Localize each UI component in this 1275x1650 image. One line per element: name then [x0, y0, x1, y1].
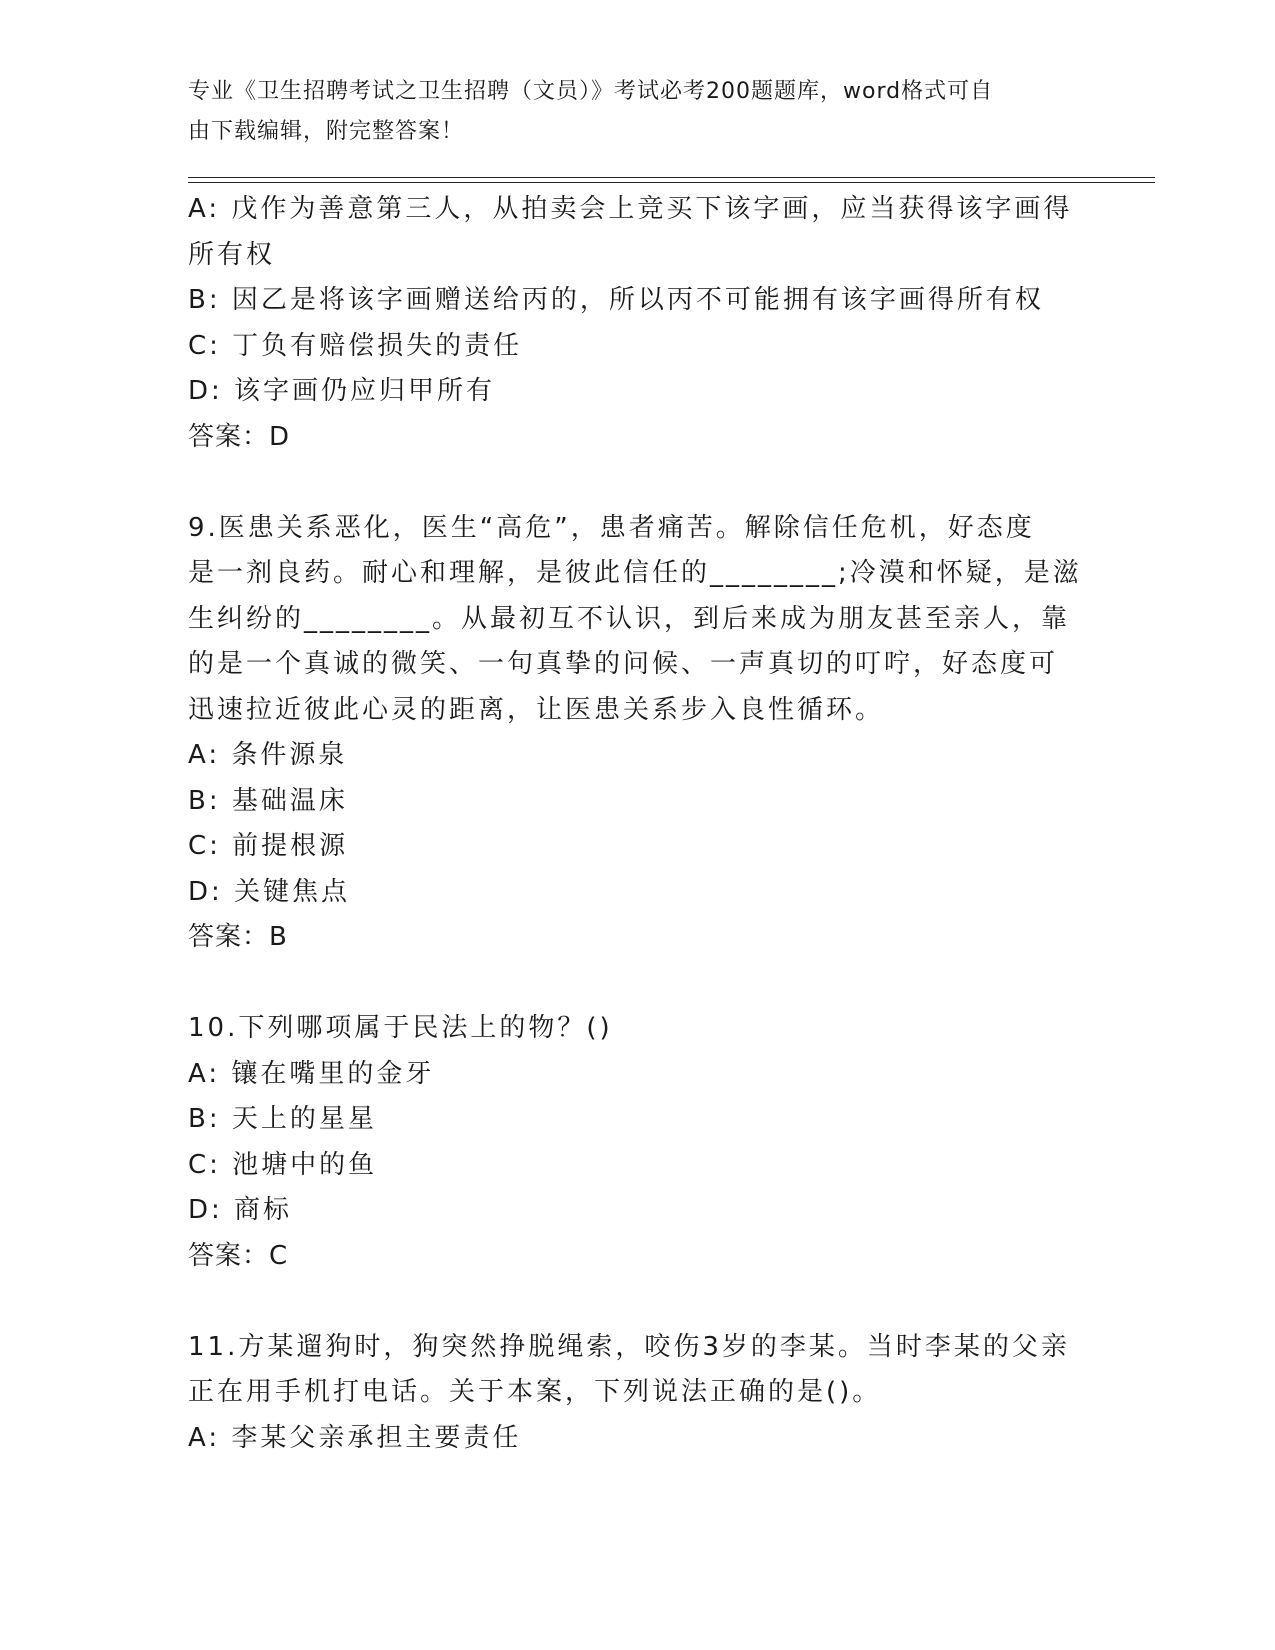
option-d: D: 商标	[188, 1195, 293, 1225]
option-a: A: 李某父亲承担主要责任	[188, 1422, 522, 1453]
question-10	[188, 1006, 1088, 1279]
option-b: B: 基础温床	[188, 785, 348, 816]
spacer	[188, 460, 1088, 506]
option-c: C: 前提根源	[188, 831, 349, 861]
question-stem-line-1: 11.方某遛狗时，狗突然挣脱绳索，咬伤3岁的李某。当时李某的父亲	[188, 1331, 1070, 1362]
answer-label: 答案：B	[188, 922, 288, 952]
header-line-2: 由下载编辑，附完整答案！	[188, 119, 465, 144]
header-divider-top	[188, 177, 1155, 178]
spacer	[188, 961, 1088, 1007]
question-stem: 10.下列哪项属于民法上的物？()	[188, 1013, 613, 1043]
question-11	[188, 1325, 1088, 1462]
answer-label: 答案：D	[188, 421, 291, 452]
option-c: C: 池塘中的鱼	[188, 1149, 378, 1180]
option-d: D: 该字画仍应归甲所有	[188, 376, 496, 406]
spacer	[188, 1279, 1088, 1325]
option-a: A: 镶在嘴里的金牙	[188, 1058, 435, 1089]
option-c: C: 丁负有赔偿损失的责任	[188, 330, 523, 361]
option-d: D: 关键焦点	[188, 876, 351, 907]
question-list	[188, 187, 1088, 1461]
question-stem-line-2: 正在用手机打电话。关于本案，下列说法正确的是()。	[188, 1377, 882, 1407]
option-b: B: 天上的星星	[188, 1104, 377, 1134]
option-a-line-2: 所有权	[188, 239, 276, 270]
option-a-line-1: A: 戊作为善意第三人，从拍卖会上竞买下该字画，应当获得该字画得	[188, 194, 1073, 224]
header-line-1: 专业《卫生招聘考试之卫生招聘（文员）》考试必考200题题库，word格式可自	[188, 79, 994, 104]
answer-label: 答案：C	[188, 1240, 289, 1271]
question-9	[188, 506, 1088, 961]
option-a: A: 条件源泉	[188, 740, 348, 770]
document-header	[188, 72, 1068, 152]
question-stem-line-4: 的是一个真诚的微笑、一句真挚的问候、一声真切的叮咛，好态度可	[188, 649, 1059, 679]
option-b: B: 因乙是将该字画赠送给丙的，所以丙不可能拥有该字画得所有权	[188, 285, 1044, 315]
question-stem-line-5: 迅速拉近彼此心灵的距离，让医患关系步入良性循环。	[188, 694, 885, 725]
question-8-tail	[188, 187, 1088, 460]
question-stem-line-1: 9.医患关系恶化，医生“高危”，患者痛苦。解除信任危机，好态度	[188, 512, 1035, 543]
question-stem-line-3: 生纠纷的________。从最初互不认识，到后来成为朋友甚至亲人，靠	[188, 603, 1071, 634]
header-divider-bottom	[188, 182, 1155, 183]
question-stem-line-2: 是一剂良药。耐心和理解，是彼此信任的________;冷漠和怀疑，是滋	[188, 558, 1082, 588]
